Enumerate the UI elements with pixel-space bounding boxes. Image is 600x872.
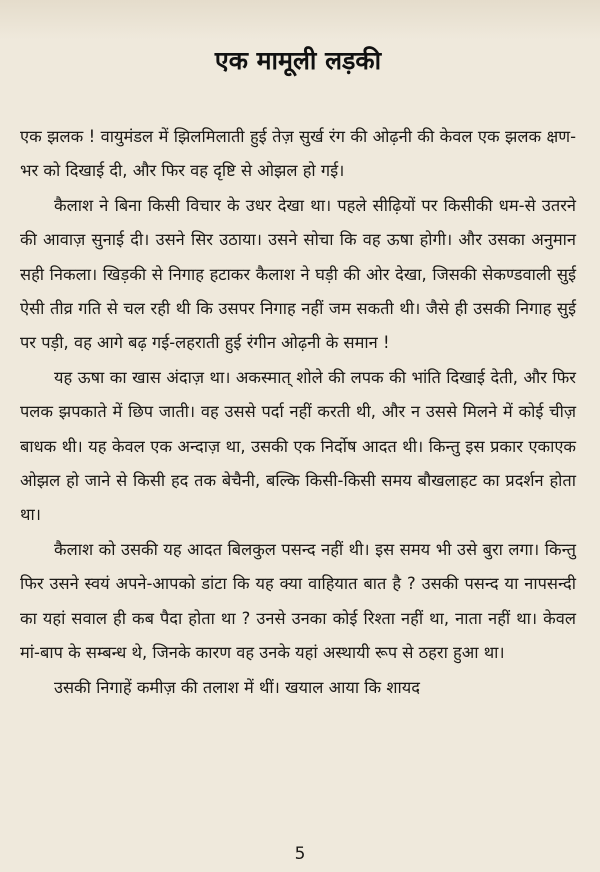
body-text: [20, 120, 576, 705]
paragraph-5: उसकी निगाहें कमीज़ की तलाश में थीं। खयाल आया कि शायद: [54, 677, 420, 697]
page-number: 5: [294, 844, 306, 864]
paragraph-2: कैलाश ने बिना किसी विचार के उधर देखा था। पहले सीढ़ियों पर किसीकी धम-से उतरने की आवाज़ सुनाई दी। उसने सिर उठाया। उसने सोचा कि वह ऊषा होगी। और उसका अनुमान सही निकला। खिड़की से निगाह हटाकर कैलाश ने घड़ी की ओर देखा, जिसकी सेकण्डवाली सुई ऐसी तीव्र गति से चल रही थी कि उसपर निगाह नहीं जम सकती थी। जैसे ही उसकी निगाह सुई पर पड़ी, वह आगे बढ़ गई-लहराती हुई रंगीन ओढ़नी के समान !: [20, 195, 576, 353]
paragraph-1: एक झलक ! वायुमंडल में झिलमिलाती हुई तेज़ सुर्ख रंग की ओढ़नी की केवल एक झलक क्षण-भर को दिखाई दी, और फिर वह दृष्टि से ओझल हो गई।: [20, 127, 576, 181]
paragraph-4: कैलाश को उसकी यह आदत बिलकुल पसन्द नहीं थी। इस समय भी उसे बुरा लगा। किन्तु फिर उसने स्वयं अपने-आपको डांटा कि यह क्या वाहियात बात है ? उसकी पसन्द या नापसन्दी का यहां सवाल ही कब पैदा होता था ? उनसे उनका कोई रिश्ता नहीं था, नाता नहीं था। केवल मां-बाप के सम्बन्ध थे, जिनके कारण वह उनके यहां अस्थायी रूप से ठहरा हुआ था।: [20, 539, 576, 663]
chapter-title: एक मामूली लड़की: [214, 46, 382, 75]
paragraph-3: यह ऊषा का खास अंदाज़ था। अकस्मात् शोले की लपक की भांति दिखाई देती, और फिर पलक झपकाते में छिप जाती। वह उससे पर्दा नहीं करती थी, और न उससे मिलने में कोई चीज़ बाधक थी। यह केवल एक अन्दाज़ था, उसकी एक निर्दोष आदत थी। किन्तु इस प्रकार एकाएक ओझल हो जाने से किसी हद तक बेचैनी, बल्कि किसी-किसी समय बौखलाहट का प्रदर्शन होता था।: [20, 367, 576, 525]
